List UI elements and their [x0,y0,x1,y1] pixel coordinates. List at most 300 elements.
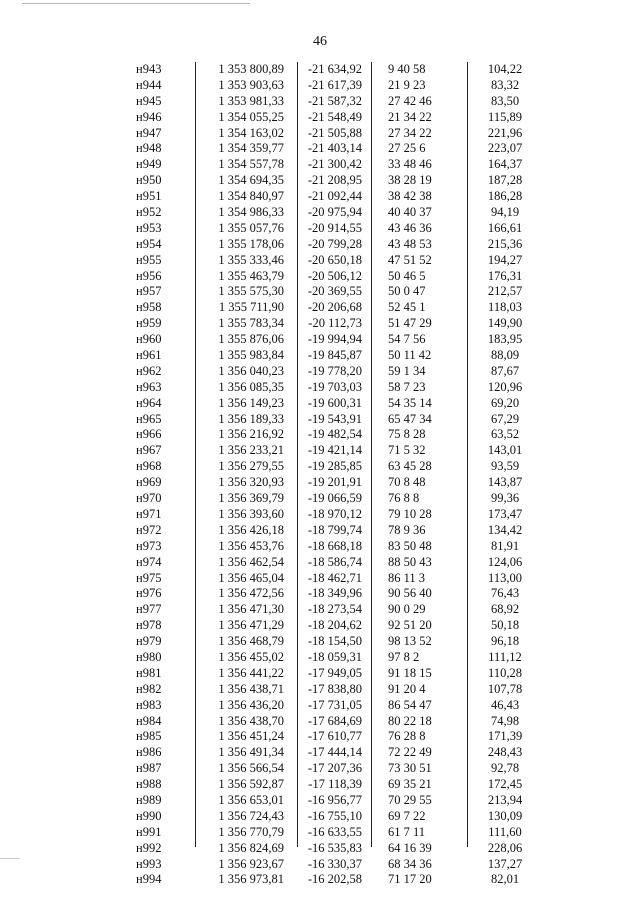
x-coordinate-cell: 1 356 468,79 [218,634,284,649]
x-coordinate-cell: 1 356 472,56 [218,586,284,601]
y-coordinate-cell: -21 617,39 [307,77,362,92]
table-row [118,586,558,602]
distance-cell: 212,57 [487,284,523,299]
x-coordinate-cell: 1 355 057,76 [218,220,284,235]
y-coordinate-cell: -18 668,18 [307,538,362,553]
x-coordinate-cell: 1 356 279,55 [218,459,284,474]
direction-angle-cell: 97 8 2 [388,649,420,664]
table-row [118,793,558,809]
y-coordinate-cell: -18 586,74 [307,554,362,569]
x-coordinate-cell: 1 356 724,43 [218,808,284,823]
direction-angle-cell: 80 22 18 [388,713,432,728]
point-id-cell: н944 [136,77,162,92]
y-coordinate-cell: -16 755,10 [307,808,362,823]
distance-cell: 173,47 [487,506,523,521]
point-id-cell: н953 [136,220,162,235]
table-row [118,300,558,316]
y-coordinate-cell: -16 956,77 [307,792,362,807]
distance-cell: 223,07 [487,141,523,156]
y-coordinate-cell: -18 154,50 [307,634,362,649]
direction-angle-cell: 33 48 46 [388,157,432,172]
distance-cell: 124,06 [487,554,523,569]
point-id-cell: н994 [136,872,162,887]
y-coordinate-cell: -19 285,85 [307,459,362,474]
y-coordinate-cell: -16 535,83 [307,840,362,855]
table-row [118,761,558,777]
point-id-cell: н970 [136,491,162,506]
direction-angle-cell: 72 22 49 [388,745,432,760]
point-id-cell: н976 [136,586,162,601]
point-id-cell: н959 [136,316,162,331]
point-id-cell: н972 [136,522,162,537]
distance-cell: 74,98 [490,713,520,728]
scan-artifact-line [22,3,250,4]
y-coordinate-cell: -21 403,14 [307,141,362,156]
table-row [118,173,558,189]
point-id-cell: н973 [136,538,162,553]
table-row [118,555,558,571]
point-id-cell: н945 [136,93,162,108]
direction-angle-cell: 76 8 8 [388,491,420,506]
table-row [118,78,558,94]
y-coordinate-cell: -17 949,05 [307,665,362,680]
x-coordinate-cell: 1 356 393,60 [218,506,284,521]
point-id-cell: н964 [136,395,162,410]
table-row [118,380,558,396]
distance-cell: 248,43 [487,745,523,760]
table-row [118,412,558,428]
x-coordinate-cell: 1 355 178,06 [218,236,284,251]
coordinates-table [118,62,558,887]
direction-angle-cell: 69 7 22 [388,808,426,823]
direction-angle-cell: 50 0 47 [388,284,426,299]
distance-cell: 76,43 [490,586,520,601]
table-row [118,618,558,634]
direction-angle-cell: 54 35 14 [388,395,432,410]
x-coordinate-cell: 1 356 451,24 [218,729,284,744]
point-id-cell: н966 [136,427,162,442]
point-id-cell: н963 [136,379,162,394]
distance-cell: 134,42 [487,522,523,537]
x-coordinate-cell: 1 356 462,54 [218,554,284,569]
x-coordinate-cell: 1 356 824,69 [218,840,284,855]
direction-angle-cell: 21 34 22 [388,109,432,124]
point-id-cell: н961 [136,348,162,363]
distance-cell: 83,50 [490,93,520,108]
distance-cell: 110,28 [488,665,522,680]
distance-cell: 81,91 [490,538,520,553]
direction-angle-cell: 91 20 4 [388,681,426,696]
x-coordinate-cell: 1 354 163,02 [218,125,284,140]
y-coordinate-cell: -18 799,74 [307,522,362,537]
point-id-cell: н951 [136,189,162,204]
x-coordinate-cell: 1 356 770,79 [218,824,284,839]
table-row [118,284,558,300]
y-coordinate-cell: -17 444,14 [307,745,362,760]
distance-cell: 118,03 [488,300,522,315]
x-coordinate-cell: 1 355 983,84 [218,348,284,363]
direction-angle-cell: 71 5 32 [388,443,426,458]
y-coordinate-cell: -21 092,44 [307,189,362,204]
y-coordinate-cell: -16 202,58 [307,872,362,887]
direction-angle-cell: 92 51 20 [388,618,432,633]
y-coordinate-cell: -21 548,49 [307,109,362,124]
point-id-cell: н981 [136,665,162,680]
x-coordinate-cell: 1 356 436,20 [218,697,284,712]
x-coordinate-cell: 1 355 333,46 [218,252,284,267]
distance-cell: 143,87 [487,475,523,490]
x-coordinate-cell: 1 356 320,93 [218,475,284,490]
x-coordinate-cell: 1 355 711,90 [218,300,284,315]
x-coordinate-cell: 1 356 426,18 [218,522,284,537]
direction-angle-cell: 9 40 58 [388,62,426,76]
distance-cell: 164,37 [487,157,523,172]
x-coordinate-cell: 1 356 149,23 [218,395,284,410]
point-id-cell: н984 [136,713,162,728]
distance-cell: 183,95 [487,332,523,347]
table-body [118,62,558,888]
distance-cell: 137,27 [487,856,523,871]
x-coordinate-cell: 1 354 694,35 [218,173,284,188]
x-coordinate-cell: 1 354 055,25 [218,109,284,124]
table-row [118,189,558,205]
point-id-cell: н958 [136,300,162,315]
distance-cell: 172,45 [487,777,523,792]
distance-cell: 92,78 [490,761,520,776]
x-coordinate-cell: 1 356 233,21 [218,443,284,458]
direction-angle-cell: 75 8 28 [388,427,426,442]
direction-angle-cell: 21 9 23 [388,77,426,92]
x-coordinate-cell: 1 356 455,02 [218,649,284,664]
table-row [118,571,558,587]
table-row [118,332,558,348]
x-coordinate-cell: 1 356 085,35 [218,379,284,394]
direction-angle-cell: 65 47 34 [388,411,432,426]
table-row [118,682,558,698]
point-id-cell: н947 [136,125,162,140]
y-coordinate-cell: -19 703,03 [307,379,362,394]
direction-angle-cell: 52 45 1 [388,300,426,315]
table-row [118,841,558,857]
point-id-cell: н952 [136,205,162,220]
point-id-cell: н988 [136,777,162,792]
table-row [118,491,558,507]
distance-cell: 96,18 [490,634,520,649]
direction-angle-cell: 79 10 28 [388,506,432,521]
table-row [118,157,558,173]
distance-cell: 82,01 [490,872,520,887]
table-row [118,523,558,539]
direction-angle-cell: 38 42 38 [388,189,432,204]
y-coordinate-cell: -19 421,14 [307,443,362,458]
table-row [118,364,558,380]
distance-cell: 68,92 [490,602,520,617]
table-row [118,777,558,793]
distance-cell: 69,20 [490,395,520,410]
direction-angle-cell: 70 29 55 [388,792,432,807]
x-coordinate-cell: 1 356 189,33 [218,411,284,426]
point-id-cell: н948 [136,141,162,156]
table-row [118,316,558,332]
point-id-cell: н989 [136,792,162,807]
distance-cell: 215,36 [487,236,523,251]
distance-cell: 143,01 [487,443,523,458]
y-coordinate-cell: -21 208,95 [307,173,362,188]
table-row [118,427,558,443]
point-id-cell: н991 [136,824,162,839]
direction-angle-cell: 71 17 20 [388,872,432,887]
point-id-cell: н979 [136,634,162,649]
x-coordinate-cell: 1 356 653,01 [218,792,284,807]
distance-cell: 194,27 [487,252,523,267]
y-coordinate-cell: -20 369,55 [307,284,362,299]
direction-angle-cell: 88 50 43 [388,554,432,569]
distance-cell: 221,96 [487,125,523,140]
point-id-cell: н967 [136,443,162,458]
direction-angle-cell: 64 16 39 [388,840,432,855]
x-coordinate-cell: 1 356 438,70 [218,713,284,728]
distance-cell: 50,18 [490,618,520,633]
x-coordinate-cell: 1 356 491,34 [218,745,284,760]
distance-cell: 176,31 [487,268,523,283]
table-row [118,443,558,459]
x-coordinate-cell: 1 355 876,06 [218,332,284,347]
y-coordinate-cell: -19 066,59 [307,491,362,506]
x-coordinate-cell: 1 356 216,92 [218,427,284,442]
y-coordinate-cell: -21 634,92 [307,62,362,76]
y-coordinate-cell: -19 482,54 [307,427,362,442]
table-row [118,237,558,253]
table-row [118,666,558,682]
direction-angle-cell: 63 45 28 [388,459,432,474]
direction-angle-cell: 73 30 51 [388,761,432,776]
point-id-cell: н993 [136,856,162,871]
y-coordinate-cell: -19 845,87 [307,348,362,363]
point-id-cell: н956 [136,268,162,283]
distance-cell: 87,67 [490,363,520,378]
y-coordinate-cell: -19 994,94 [307,332,362,347]
x-coordinate-cell: 1 355 463,79 [218,268,284,283]
x-coordinate-cell: 1 354 986,33 [218,205,284,220]
x-coordinate-cell: 1 354 557,78 [218,157,284,172]
table-row [118,857,558,873]
x-coordinate-cell: 1 356 369,79 [218,491,284,506]
table-row [118,110,558,126]
distance-cell: 130,09 [487,808,523,823]
y-coordinate-cell: -18 204,62 [307,618,362,633]
table-row [118,459,558,475]
direction-angle-cell: 91 18 15 [388,665,432,680]
y-coordinate-cell: -20 799,28 [307,236,362,251]
direction-angle-cell: 38 28 19 [388,173,432,188]
table-row [118,825,558,841]
x-coordinate-cell: 1 355 575,30 [218,284,284,299]
table-row [118,872,558,888]
x-coordinate-cell: 1 356 441,22 [218,665,284,680]
point-id-cell: н985 [136,729,162,744]
y-coordinate-cell: -17 731,05 [307,697,362,712]
point-id-cell: н982 [136,681,162,696]
point-id-cell: н965 [136,411,162,426]
point-id-cell: н960 [136,332,162,347]
y-coordinate-cell: -16 633,55 [307,824,362,839]
distance-cell: 166,61 [487,220,523,235]
x-coordinate-cell: 1 356 471,29 [218,618,284,633]
point-id-cell: н946 [136,109,162,124]
direction-angle-cell: 90 56 40 [388,586,432,601]
table-row [118,714,558,730]
point-id-cell: н954 [136,236,162,251]
point-id-cell: н974 [136,554,162,569]
point-id-cell: н987 [136,761,162,776]
x-coordinate-cell: 1 356 471,30 [218,602,284,617]
x-coordinate-cell: 1 356 592,87 [218,777,284,792]
direction-angle-cell: 27 25 6 [388,141,426,156]
direction-angle-cell: 76 28 8 [388,729,426,744]
scan-edge-line [0,858,20,859]
direction-angle-cell: 78 9 36 [388,522,426,537]
x-coordinate-cell: 1 354 840,97 [218,189,284,204]
distance-cell: 120,96 [487,379,523,394]
direction-angle-cell: 50 46 5 [388,268,426,283]
x-coordinate-cell: 1 356 465,04 [218,570,284,585]
distance-cell: 111,60 [488,824,522,839]
point-id-cell: н962 [136,363,162,378]
direction-angle-cell: 54 7 56 [388,332,426,347]
point-id-cell: н975 [136,570,162,585]
point-id-cell: н949 [136,157,162,172]
table-row [118,348,558,364]
y-coordinate-cell: -19 600,31 [307,395,362,410]
direction-angle-cell: 51 47 29 [388,316,432,331]
y-coordinate-cell: -17 118,39 [308,777,362,792]
x-coordinate-cell: 1 356 923,67 [218,856,284,871]
direction-angle-cell: 27 42 46 [388,93,432,108]
y-coordinate-cell: -17 610,77 [307,729,362,744]
distance-cell: 113,00 [488,570,522,585]
distance-cell: 213,94 [487,792,523,807]
x-coordinate-cell: 1 356 566,54 [218,761,284,776]
distance-cell: 186,28 [487,189,523,204]
y-coordinate-cell: -17 207,36 [307,761,362,776]
direction-angle-cell: 86 11 3 [388,570,426,585]
y-coordinate-cell: -19 543,91 [307,411,362,426]
y-coordinate-cell: -18 349,96 [307,586,362,601]
x-coordinate-cell: 1 354 359,77 [218,141,284,156]
point-id-cell: н955 [136,252,162,267]
direction-angle-cell: 61 7 11 [388,824,426,839]
direction-angle-cell: 43 46 36 [388,220,432,235]
table-row [118,809,558,825]
distance-cell: 149,90 [487,316,523,331]
y-coordinate-cell: -19 201,91 [307,475,362,490]
point-id-cell: н978 [136,618,162,633]
x-coordinate-cell: 1 356 973,81 [218,872,284,887]
direction-angle-cell: 83 50 48 [388,538,432,553]
table-row [118,253,558,269]
table-row [118,221,558,237]
y-coordinate-cell: -17 684,69 [307,713,362,728]
distance-cell: 63,52 [490,427,520,442]
x-coordinate-cell: 1 353 800,89 [218,62,284,76]
point-id-cell: н977 [136,602,162,617]
point-id-cell: н957 [136,284,162,299]
table-row [118,507,558,523]
table-row [118,729,558,745]
x-coordinate-cell: 1 353 903,63 [218,77,284,92]
distance-cell: 115,89 [488,109,522,124]
table-row [118,602,558,618]
direction-angle-cell: 27 34 22 [388,125,432,140]
direction-angle-cell: 50 11 42 [388,348,432,363]
point-id-cell: н983 [136,697,162,712]
direction-angle-cell: 98 13 52 [388,634,432,649]
x-coordinate-cell: 1 356 438,71 [218,681,284,696]
y-coordinate-cell: -20 914,55 [307,220,362,235]
direction-angle-cell: 90 0 29 [388,602,426,617]
point-id-cell: н971 [136,506,162,521]
y-coordinate-cell: -21 300,42 [307,157,362,172]
point-id-cell: н943 [136,62,162,76]
page-number: 46 [313,34,327,49]
x-coordinate-cell: 1 353 981,33 [218,93,284,108]
y-coordinate-cell: -20 206,68 [307,300,362,315]
point-id-cell: н968 [136,459,162,474]
y-coordinate-cell: -16 330,37 [307,856,362,871]
table-row [118,745,558,761]
x-coordinate-cell: 1 356 453,76 [218,538,284,553]
direction-angle-cell: 47 51 52 [388,252,432,267]
direction-angle-cell: 70 8 48 [388,475,426,490]
table-row [118,126,558,142]
direction-angle-cell: 58 7 23 [388,379,426,394]
y-coordinate-cell: -20 650,18 [307,252,362,267]
y-coordinate-cell: -18 273,54 [307,602,362,617]
direction-angle-cell: 43 48 53 [388,236,432,251]
distance-cell: 94,19 [490,205,520,220]
distance-cell: 228,06 [487,840,523,855]
point-id-cell: н990 [136,808,162,823]
y-coordinate-cell: -21 505,88 [307,125,362,140]
distance-cell: 46,43 [490,697,520,712]
table-row [118,396,558,412]
direction-angle-cell: 59 1 34 [388,363,426,378]
distance-cell: 99,36 [490,491,520,506]
y-coordinate-cell: -20 975,94 [307,205,362,220]
direction-angle-cell: 86 54 47 [388,697,432,712]
y-coordinate-cell: -18 970,12 [307,506,362,521]
y-coordinate-cell: -21 587,32 [307,93,362,108]
table-row [118,62,558,78]
distance-cell: 93,59 [490,459,520,474]
table-row [118,269,558,285]
table-row [118,141,558,157]
y-coordinate-cell: -18 462,71 [307,570,362,585]
y-coordinate-cell: -20 112,73 [308,316,362,331]
table-row [118,94,558,110]
table-row [118,650,558,666]
distance-cell: 104,22 [487,62,523,76]
distance-cell: 171,39 [487,729,523,744]
point-id-cell: н969 [136,475,162,490]
table-row [118,475,558,491]
y-coordinate-cell: -20 506,12 [307,268,362,283]
table-row [118,634,558,650]
distance-cell: 83,32 [490,77,520,92]
y-coordinate-cell: -19 778,20 [307,363,362,378]
distance-cell: 107,78 [487,681,523,696]
point-id-cell: н980 [136,649,162,664]
